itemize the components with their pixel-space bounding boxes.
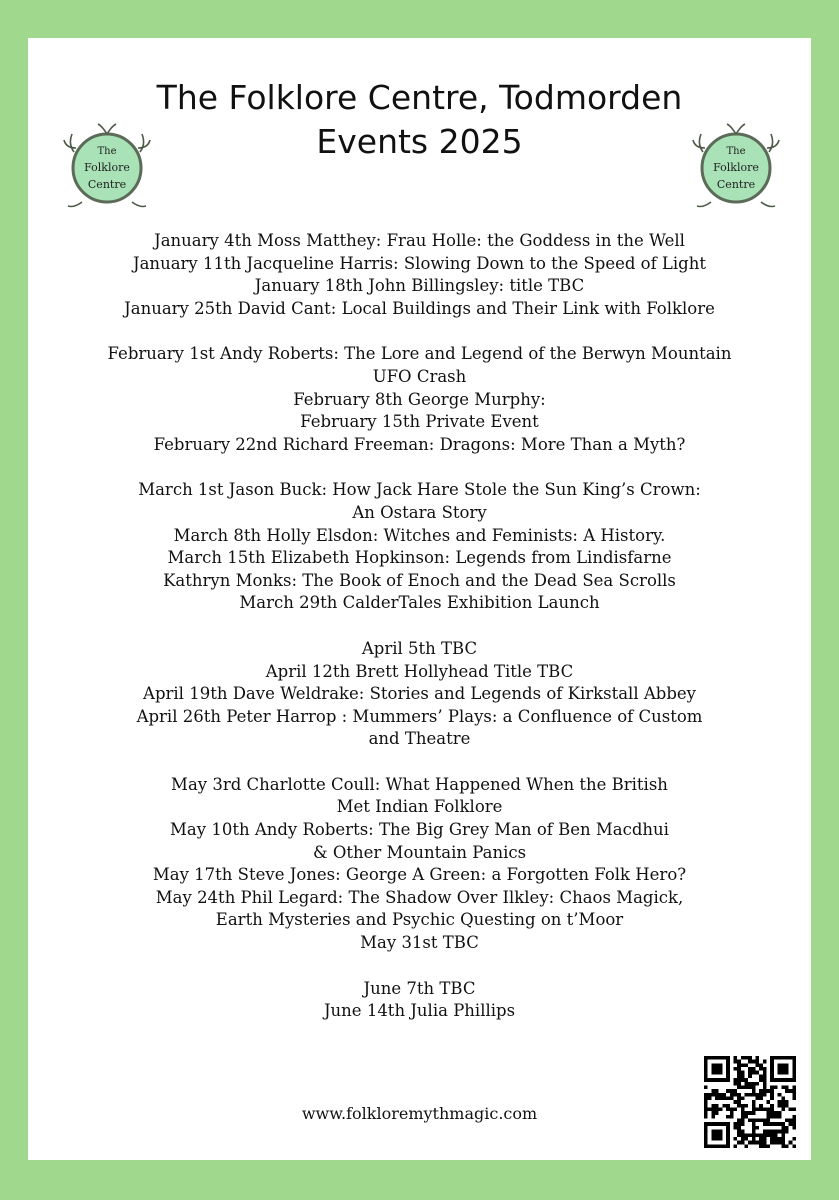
event-line: April 12th Brett Hollyhead Title TBC bbox=[265, 661, 574, 681]
month-block-april bbox=[28, 638, 811, 751]
event-line: February 15th Private Event bbox=[300, 412, 539, 432]
event-line: February 1st Andy Roberts: The Lore and Legend of the Berwyn Mountain bbox=[107, 344, 732, 364]
month-block-march bbox=[28, 479, 811, 615]
qr-code[interactable] bbox=[704, 1056, 796, 1148]
poster bbox=[28, 38, 811, 1160]
page-title: The Folklore Centre, Todmorden bbox=[156, 78, 683, 117]
section-gap bbox=[28, 456, 811, 479]
month-block-january bbox=[28, 230, 811, 320]
logo-text-line3: Centre bbox=[87, 178, 127, 191]
event-line: Kathryn Monks: The Book of Enoch and the Dead Sea Scrolls bbox=[163, 570, 676, 590]
event-line: May 24th Phil Legard: The Shadow Over Ilkley: Chaos Magick, bbox=[155, 887, 684, 907]
event-line: March 8th Holly Elsdon: Witches and Feminists: A History. bbox=[173, 525, 666, 545]
event-line: April 5th TBC bbox=[361, 638, 478, 658]
event-line: January 11th Jacqueline Harris: Slowing Down to the Speed of Light bbox=[132, 253, 706, 273]
event-line: January 18th John Billingsley: title TBC bbox=[254, 276, 585, 296]
section-gap bbox=[28, 751, 811, 774]
month-block-february bbox=[28, 343, 811, 456]
folklore-centre-logo-left bbox=[62, 122, 152, 212]
event-line: March 29th CalderTales Exhibition Launch bbox=[239, 593, 600, 613]
event-line: & Other Mountain Panics bbox=[312, 842, 527, 862]
month-block-may bbox=[28, 774, 811, 955]
logo-text-line1: The bbox=[97, 146, 117, 157]
event-line: June 7th TBC bbox=[363, 978, 476, 998]
logo-text-line3: Centre bbox=[716, 178, 756, 191]
event-line: January 4th Moss Matthey: Frau Holle: the Goddess in the Well bbox=[154, 231, 685, 250]
event-line: March 1st Jason Buck: How Jack Hare Stole the Sun King’s Crown: bbox=[138, 480, 701, 500]
event-line: June 14th Julia Phillips bbox=[323, 1001, 516, 1021]
event-line: and Theatre bbox=[368, 729, 471, 749]
logo-text-line2: Folklore bbox=[713, 161, 759, 174]
website-link[interactable]: www.folkloremythmagic.com bbox=[301, 1104, 538, 1123]
logo-text-line2: Folklore bbox=[84, 161, 130, 174]
event-line: February 22nd Richard Freeman: Dragons: More Than a Myth? bbox=[153, 434, 686, 454]
event-line: February 8th George Murphy: bbox=[293, 389, 546, 409]
logo-text-line1: The bbox=[726, 146, 746, 157]
qr-finder-square bbox=[711, 1130, 722, 1141]
events-list bbox=[28, 230, 811, 1023]
event-line: May 17th Steve Jones: George A Green: a Forgotten Folk Hero? bbox=[152, 865, 687, 885]
event-line: May 31st TBC bbox=[360, 933, 479, 953]
event-line: April 26th Peter Harrop : Mummers’ Plays: a Confluence of Custom bbox=[136, 706, 703, 726]
event-line: Met Indian Folklore bbox=[336, 797, 503, 817]
section-gap bbox=[28, 320, 811, 343]
qr-finder-square bbox=[778, 1063, 789, 1074]
month-block-june bbox=[28, 978, 811, 1023]
event-line: UFO Crash bbox=[372, 366, 467, 386]
event-line: April 19th Dave Weldrake: Stories and Legends of Kirkstall Abbey bbox=[143, 684, 696, 704]
page-subtitle: Events 2025 bbox=[316, 122, 523, 161]
section-gap bbox=[28, 955, 811, 978]
event-line: March 15th Elizabeth Hopkinson: Legends from Lindisfarne bbox=[167, 548, 672, 568]
event-line: January 25th David Cant: Local Buildings and Their Link with Folklore bbox=[124, 298, 715, 318]
section-gap bbox=[28, 615, 811, 638]
event-line: Earth Mysteries and Psychic Questing on t’Moor bbox=[215, 910, 624, 930]
qr-finder-square bbox=[711, 1063, 722, 1074]
event-line: An Ostara Story bbox=[352, 502, 487, 522]
event-line: May 3rd Charlotte Coull: What Happened When the British bbox=[171, 774, 668, 794]
event-line: May 10th Andy Roberts: The Big Grey Man of Ben Macdhui bbox=[170, 820, 669, 840]
folklore-centre-logo-right bbox=[691, 122, 781, 212]
